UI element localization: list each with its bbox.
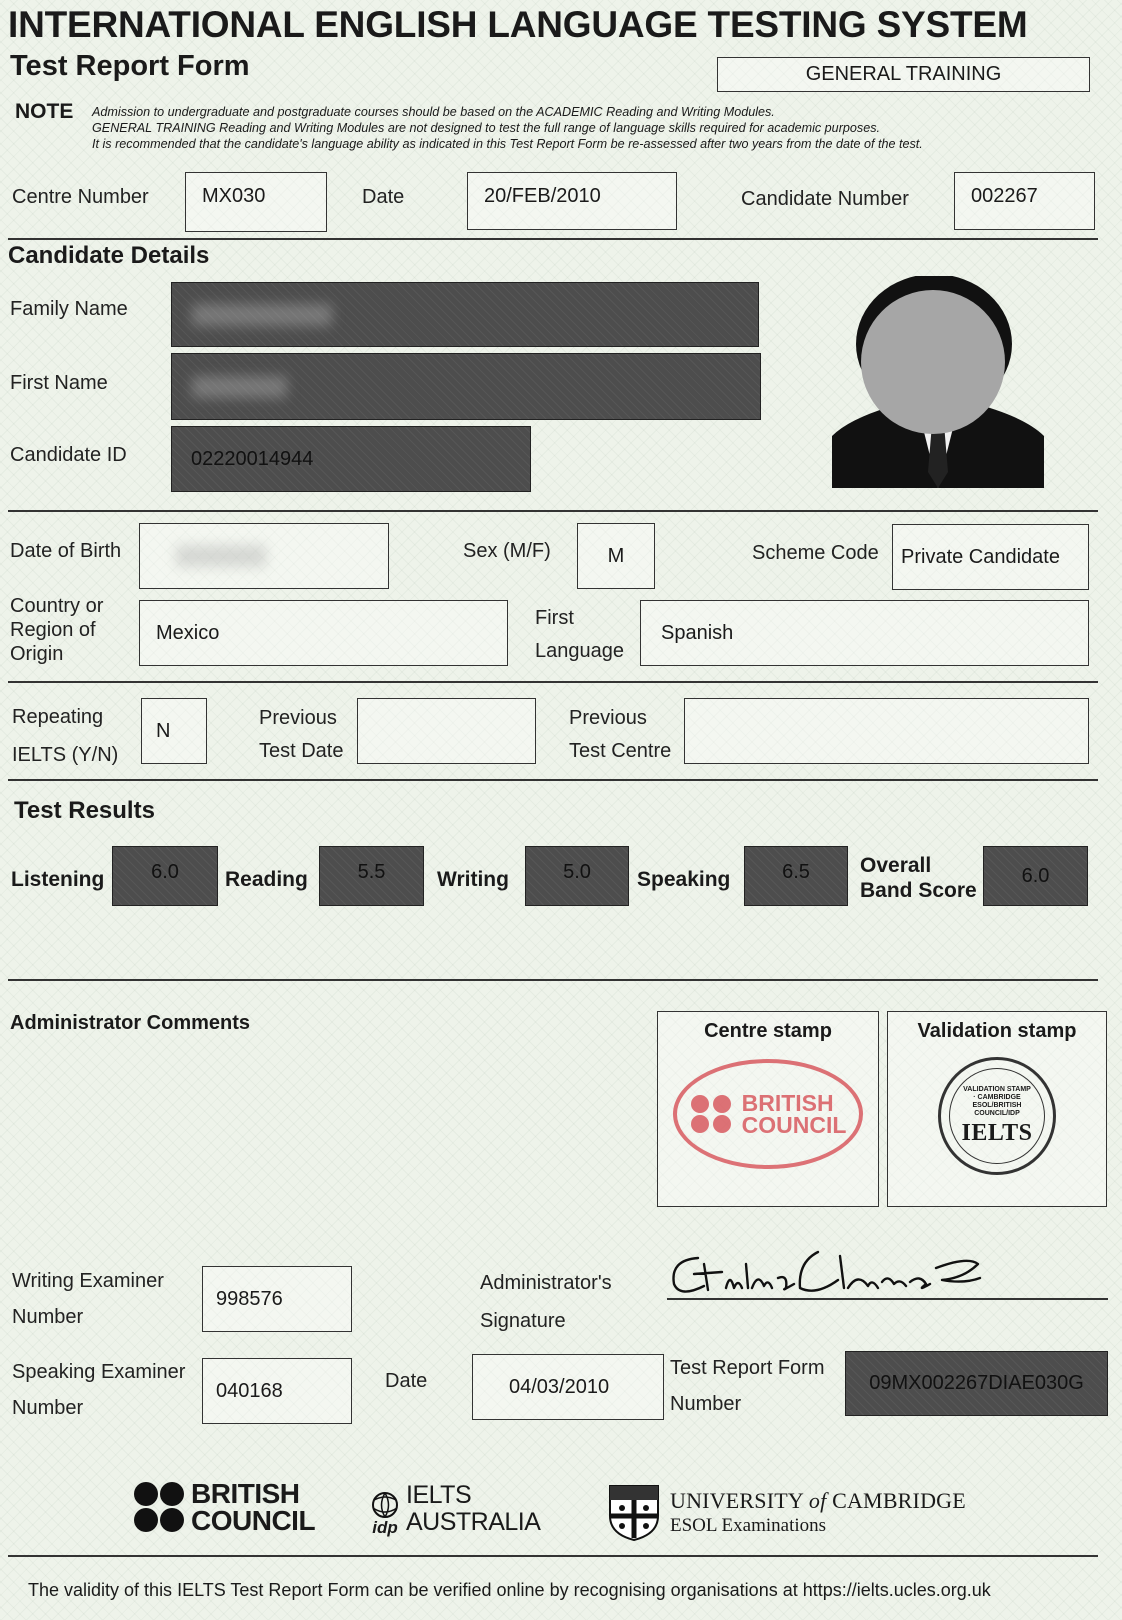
- prev-date-label-line-1: Previous: [259, 707, 337, 729]
- centre-date-box: [467, 172, 677, 230]
- signature-label-line-1: Administrator's: [480, 1272, 612, 1294]
- language-box: [640, 600, 1089, 666]
- writing-examiner-label: [12, 1263, 164, 1335]
- language-label-line-1: First: [535, 607, 574, 629]
- prev-centre-label-line-1: Previous: [569, 707, 647, 729]
- trf-number-label-line-1: Test Report Form: [670, 1357, 825, 1379]
- dob-label: Date of Birth: [10, 540, 122, 562]
- speaking-examiner-label-line-1: Speaking Examiner: [12, 1361, 186, 1383]
- writing-examiner-value: 998576: [216, 1287, 283, 1310]
- speaking-score: 6.5: [782, 860, 810, 883]
- centre-date-label: Date: [362, 186, 405, 208]
- centre-number-box: [185, 172, 327, 232]
- sex-box: [577, 523, 655, 589]
- family-name-box: [171, 282, 759, 347]
- note-line-2: GENERAL TRAINING Reading and Writing Modules are not designed to test the full range of language skills required for academic purposes.: [92, 121, 880, 135]
- listening-score-box: [112, 846, 218, 906]
- reading-score: 5.5: [357, 860, 386, 883]
- ielts-australia-logo: [368, 1482, 540, 1536]
- country-label-line-1: Country or: [10, 595, 104, 617]
- admin-date-label: Date: [385, 1370, 428, 1392]
- british-council-logo-line-2: COUNCIL: [191, 1505, 316, 1536]
- centre-number-value: MX030: [202, 185, 266, 207]
- overall-score-box: [983, 846, 1088, 906]
- prev-date-box: [357, 698, 536, 764]
- signature-line: [667, 1298, 1108, 1300]
- overall-label-line-1: Overall: [860, 854, 932, 877]
- candidate-id-label: Candidate ID: [10, 444, 127, 466]
- dob-box: [139, 523, 389, 589]
- candidate-id-value: 02220014944: [191, 447, 314, 470]
- prev-centre-box: [684, 698, 1089, 764]
- admin-date-value: 04/03/2010: [509, 1375, 610, 1398]
- module-box: [717, 57, 1090, 92]
- note-text: [92, 104, 1102, 152]
- prev-date-label: [259, 702, 343, 768]
- writing-examiner-label-line-2: Number: [12, 1306, 84, 1328]
- repeating-box: [141, 698, 207, 764]
- centre-number-label: Centre Number: [12, 186, 149, 208]
- speaking-score-box: [744, 846, 848, 906]
- first-name-label: First Name: [10, 372, 108, 394]
- centre-stamp-text-1: BRITISH: [741, 1090, 834, 1116]
- ielts-australia-line-1: IELTS: [406, 1481, 472, 1509]
- candidate-photo-graphic: [832, 276, 1044, 488]
- validation-stamp-box: [887, 1011, 1107, 1207]
- validation-stamp-ring-text: VALIDATION STAMP · CAMBRIDGE ESOL/BRITISH COUNCIL/IDP: [963, 1085, 1031, 1117]
- british-council-logo: [133, 1480, 315, 1534]
- centre-stamp-box: [657, 1011, 879, 1207]
- validation-stamp-label: Validation stamp: [917, 1020, 1077, 1042]
- british-council-stamp: [673, 1059, 863, 1169]
- writing-score: 5.0: [563, 860, 591, 883]
- admin-comments-label: Administrator Comments: [10, 1012, 251, 1034]
- divider-1: [8, 238, 1098, 240]
- form-subtitle: Test Report Form: [10, 50, 250, 82]
- divider-4: [8, 779, 1098, 781]
- divider-3: [8, 681, 1098, 683]
- candidate-number-value: 002267: [971, 185, 1038, 207]
- reading-label: Reading: [225, 868, 308, 891]
- speaking-examiner-label: [12, 1354, 185, 1426]
- country-label-line-2: Region of: [10, 619, 96, 641]
- repeating-label-line-2: IELTS (Y/N): [12, 744, 119, 766]
- language-label-line-2: Language: [535, 640, 624, 662]
- country-value: Mexico: [156, 621, 220, 644]
- candidate-id-box: [171, 426, 531, 492]
- dob-redacted: [176, 545, 266, 567]
- centre-date-value: 20/FEB/2010: [484, 185, 601, 207]
- centre-stamp-text-2: COUNCIL: [741, 1112, 847, 1138]
- module-value: GENERAL TRAINING: [805, 63, 1002, 85]
- british-council-logo-line-1: BRITISH: [191, 1478, 300, 1509]
- admin-date-box: [472, 1354, 664, 1420]
- cambridge-crest-icon: [608, 1484, 660, 1542]
- overall-label-line-2: Band Score: [860, 879, 977, 902]
- first-name-redacted: [192, 376, 287, 398]
- speaking-label: Speaking: [637, 868, 731, 891]
- prev-date-label-line-2: Test Date: [259, 740, 344, 762]
- idp-mark: idp: [372, 1518, 398, 1537]
- divider-6: [8, 1555, 1098, 1557]
- cambridge-logo-university: UNIVERSITY: [670, 1488, 809, 1513]
- validation-stamp-center-text: IELTS: [961, 1119, 1033, 1146]
- language-value: Spanish: [661, 621, 734, 644]
- ielts-validation-seal: [938, 1057, 1056, 1175]
- candidate-details-heading: Candidate Details: [8, 242, 210, 269]
- scheme-code-box: [892, 524, 1089, 590]
- country-label: [10, 594, 103, 666]
- listening-label: Listening: [11, 868, 105, 891]
- signature-label-line-2: Signature: [480, 1310, 566, 1332]
- note-label: NOTE: [15, 100, 74, 123]
- speaking-examiner-box: [202, 1358, 352, 1424]
- prev-centre-label: [569, 702, 671, 768]
- scheme-code-value: Private Candidate: [901, 545, 1060, 568]
- centre-stamp-label: Centre stamp: [704, 1020, 832, 1042]
- repeating-value: N: [156, 719, 171, 742]
- candidate-number-box: [954, 172, 1095, 230]
- idp-globe-icon: [368, 1490, 402, 1520]
- cambridge-logo-line-2: ESOL Examinations: [670, 1515, 827, 1536]
- family-name-label: Family Name: [10, 298, 128, 320]
- divider-2: [8, 510, 1098, 512]
- reading-score-box: [319, 846, 424, 906]
- prev-centre-label-line-2: Test Centre: [569, 740, 672, 762]
- trf-number-label: [670, 1350, 824, 1422]
- divider-5: [8, 979, 1098, 981]
- country-label-line-3: Origin: [10, 643, 64, 665]
- family-name-redacted: [192, 304, 332, 326]
- candidate-number-label: Candidate Number: [741, 188, 909, 210]
- speaking-examiner-value: 040168: [216, 1379, 283, 1402]
- test-results-heading: Test Results: [14, 797, 155, 824]
- writing-examiner-label-line-1: Writing Examiner: [12, 1270, 164, 1292]
- writing-examiner-box: [202, 1266, 352, 1332]
- trf-number-value: 09MX002267DIAE030G: [869, 1372, 1084, 1394]
- country-box: [139, 600, 508, 666]
- overall-label: [860, 853, 977, 903]
- signature-label: [480, 1264, 612, 1340]
- repeating-label: [12, 698, 118, 774]
- repeating-label-line-1: Repeating: [12, 706, 104, 728]
- sex-value: M: [607, 544, 625, 567]
- trf-number-box: [845, 1351, 1108, 1416]
- language-label: [535, 602, 624, 668]
- sex-label: Sex (M/F): [463, 540, 551, 562]
- ielts-australia-line-2: AUSTRALIA: [406, 1508, 541, 1536]
- scheme-code-label: Scheme Code: [752, 542, 879, 564]
- footer-validity-text: The validity of this IELTS Test Report Form can be verified online by recognising organisations at https://ielts.ucles.org.uk: [28, 1580, 991, 1600]
- candidate-photo: [832, 276, 1044, 488]
- cambridge-logo-of: of: [808, 1488, 827, 1513]
- speaking-examiner-label-line-2: Number: [12, 1397, 84, 1419]
- page-title: INTERNATIONAL ENGLISH LANGUAGE TESTING SYSTEM: [8, 4, 1028, 45]
- trf-number-label-line-2: Number: [670, 1393, 742, 1415]
- cambridge-logo-cambridge: CAMBRIDGE: [826, 1488, 966, 1513]
- first-name-box: [171, 353, 761, 420]
- british-council-dots-icon: [133, 1481, 185, 1533]
- writing-score-box: [525, 846, 629, 906]
- note-line-1: Admission to undergraduate and postgraduate courses should be based on the ACADEMIC Reading and Writing Modules.: [92, 105, 775, 119]
- british-council-stamp-dots: [690, 1094, 734, 1134]
- cambridge-logo: [608, 1484, 966, 1542]
- writing-label: Writing: [437, 868, 509, 891]
- listening-score: 6.0: [151, 860, 179, 883]
- note-line-3: It is recommended that the candidate's language ability as indicated in this Test Report Form be re-assessed after two years from the date of the test.: [92, 137, 923, 151]
- overall-score: 6.0: [1021, 864, 1050, 887]
